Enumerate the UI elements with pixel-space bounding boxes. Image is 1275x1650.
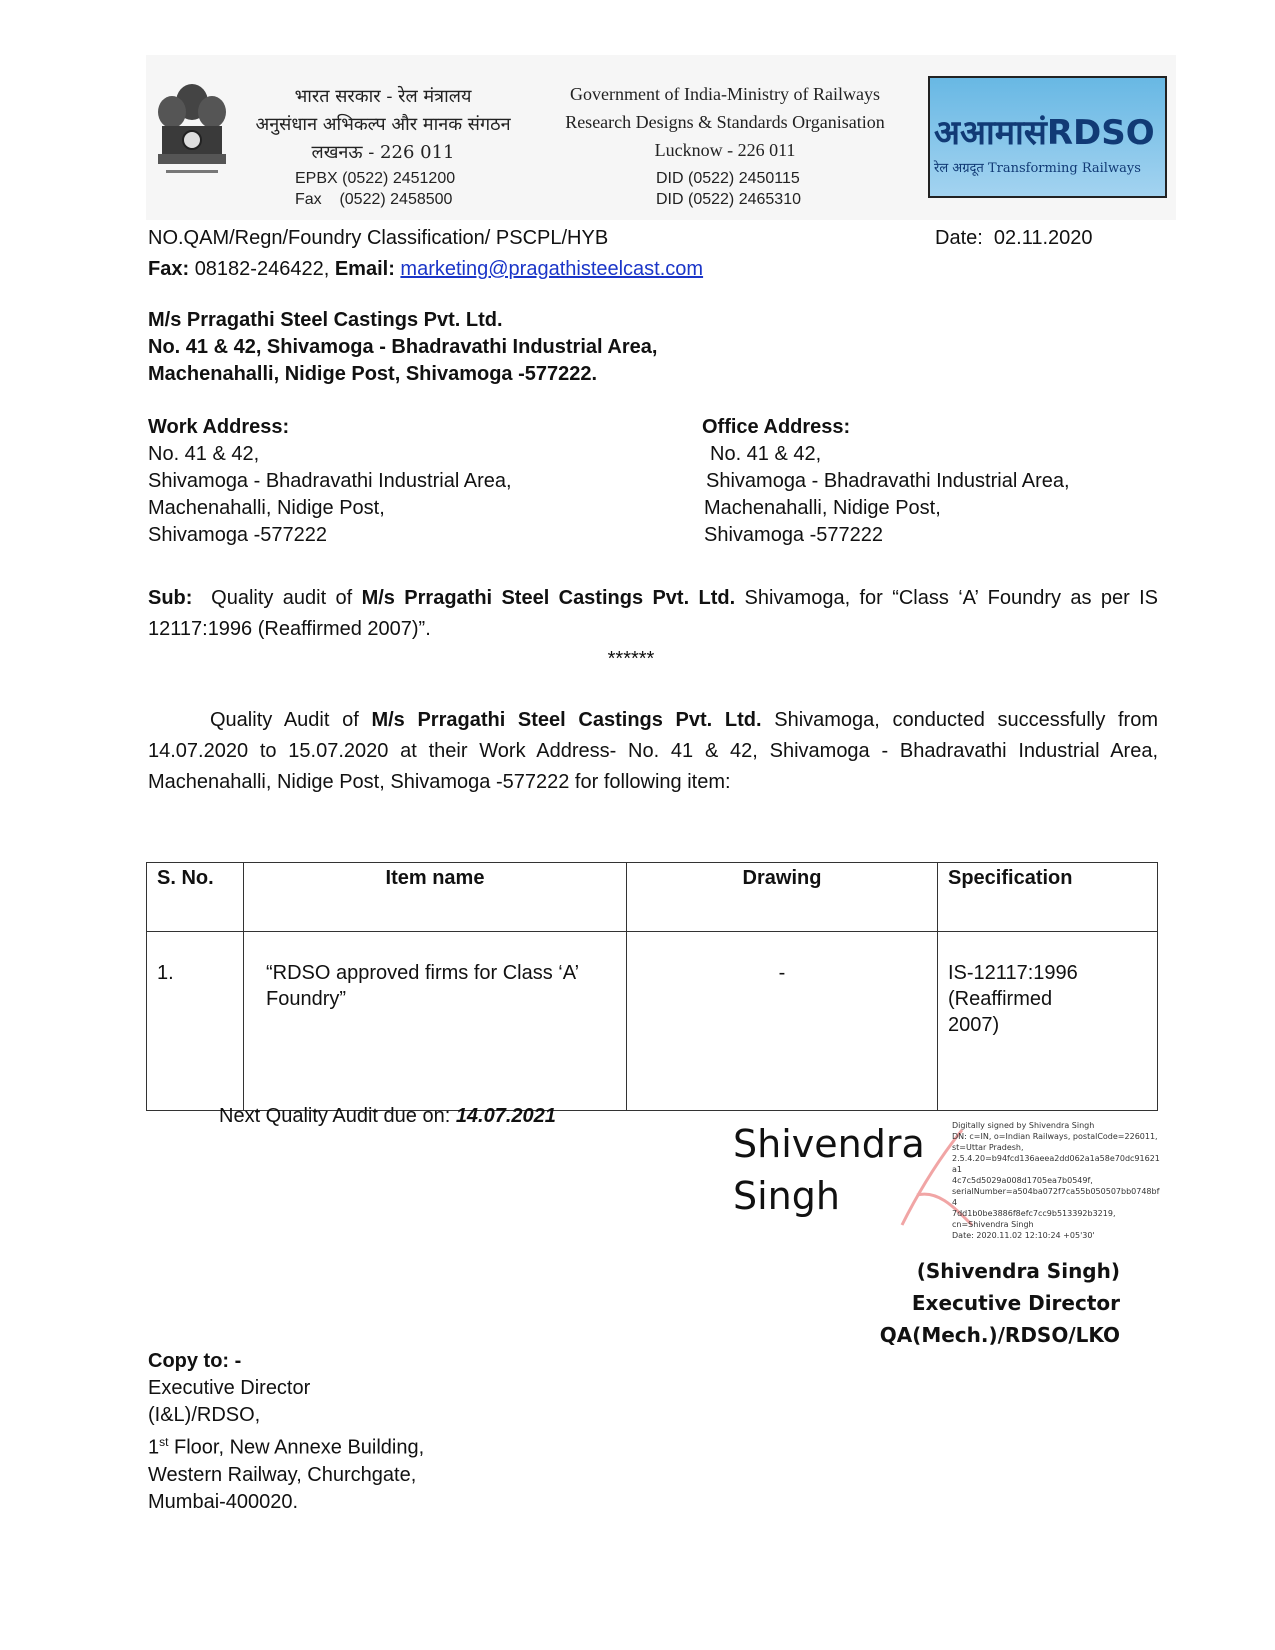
office-address — [702, 414, 1070, 549]
email-link[interactable]: marketing@pragathisteelcast.com — [400, 258, 704, 280]
addressee-line-2: No. 41 & 42, Shivamoga - Bhadravathi Industrial Area, — [148, 336, 658, 358]
sig-meta-line: serialNumber=a504ba072f7ca55b050507bb0748bf4 — [952, 1187, 1160, 1207]
copy-to-line: Mumbai-400020. — [148, 1490, 299, 1513]
header-specification: Specification — [938, 863, 1158, 932]
sig-meta-line: Date: 2020.11.02 12:10:24 +05'30' — [952, 1231, 1095, 1240]
floor-superscript: st — [159, 1435, 169, 1449]
separator-stars: ****** — [607, 648, 655, 670]
work-address-line: Machenahalli, Nidige Post, — [148, 497, 385, 519]
table-header-row — [147, 863, 1158, 932]
body-paragraph — [148, 705, 1158, 798]
english-heading — [560, 80, 890, 164]
copy-to-line: Executive Director — [148, 1377, 311, 1399]
subject-text-pre: Quality audit of — [211, 587, 362, 609]
sig-meta-line: 2.5.4.20=b94fcd136aeea2dd062a1a58e70dc91621a1 — [952, 1154, 1160, 1174]
subject-label: Sub: — [148, 587, 193, 609]
next-audit-date: 14.07.2021 — [455, 1105, 556, 1127]
rdso-logo — [928, 76, 1167, 198]
sig-meta-line: 4c7c5d5029a008d1705ea7b0549f, — [952, 1176, 1093, 1185]
fax-number: Fax (0522) 2458500 — [295, 191, 453, 208]
did-number-1: DID (0522) 2450115 — [656, 170, 800, 187]
header-sno: S. No. — [147, 863, 244, 932]
sig-meta-line: cn=Shivendra Singh — [952, 1220, 1034, 1229]
fax-value: 08182-246422, — [194, 258, 330, 280]
office-address-line: Machenahalli, Nidige Post, — [704, 497, 941, 519]
sig-meta-line: DN: c=IN, o=Indian Railways, postalCode=226011, — [952, 1132, 1158, 1141]
copy-to-line — [148, 1429, 424, 1462]
copy-to-heading: Copy to: - — [148, 1350, 242, 1372]
work-address-line: No. 41 & 42, — [148, 443, 260, 465]
subject-company: M/s Prragathi Steel Castings Pvt. Ltd. — [361, 587, 736, 609]
signature-name-line-2: Singh — [733, 1174, 840, 1218]
signatory-name: (Shivendra Singh) — [916, 1259, 1120, 1283]
contact-line — [148, 256, 703, 283]
header-item-name: Item name — [244, 863, 627, 932]
body-company: M/s Prragathi Steel Castings Pvt. Ltd. — [371, 709, 762, 731]
work-address-line: Shivamoga -577222 — [148, 524, 328, 546]
logo-text: अआमासंRDSO — [934, 113, 1155, 153]
did-block — [656, 168, 801, 210]
addressee-block — [148, 307, 657, 388]
sig-meta-line: st=Uttar Pradesh, — [952, 1143, 1024, 1152]
next-audit — [219, 1103, 556, 1130]
cell-specification: IS-12117:1996 (Reaffirmed 2007) — [938, 932, 1158, 1111]
hindi-line-1: भारत सरकार - रेल मंत्रालय — [294, 86, 472, 107]
header-drawing: Drawing — [627, 863, 938, 932]
floor-number: 1 — [148, 1436, 160, 1459]
signatory-title: Executive Director — [911, 1291, 1120, 1315]
cell-item-name: “RDSO approved firms for Class ‘A’ Foundry” — [244, 932, 627, 1111]
work-address-line: Shivamoga - Bhadravathi Industrial Area, — [148, 470, 512, 492]
subject-text-post: Shivamoga, for “Class ‘A’ Foundry as per IS 12117:1996 (Reaffirmed 2007)”. — [148, 587, 1159, 640]
table-row — [147, 932, 1158, 1111]
reference-number: NO.QAM/Regn/Foundry Classification/ PSCPL/HYB — [148, 227, 609, 249]
hindi-line-2: अनुसंधान अभिकल्प और मानक संगठन — [255, 114, 511, 135]
sig-meta-line: 7dd1b0be3886f8efc7cc9b513392b3219, — [952, 1209, 1116, 1218]
national-emblem-icon — [152, 78, 232, 208]
fax-label: Fax: — [148, 258, 190, 280]
signature-name-line-1: Shivendra — [733, 1122, 925, 1166]
addressee-line-3: Machenahalli, Nidige Post, Shivamoga -577222. — [148, 363, 598, 385]
subject-line — [148, 583, 1158, 645]
english-line-3: Lucknow - 226 011 — [654, 140, 796, 160]
office-address-heading: Office Address: — [702, 416, 851, 438]
phone-block — [295, 168, 455, 210]
office-address-line: Shivamoga -577222 — [704, 524, 884, 546]
signatory-designation — [780, 1255, 1120, 1351]
hindi-line-3: लखनऊ - 226 011 — [311, 142, 455, 163]
epbx-number: EPBX (0522) 2451200 — [295, 170, 456, 187]
items-table — [146, 862, 1158, 1111]
sig-meta-line: Digitally signed by Shivendra Singh — [952, 1121, 1095, 1130]
did-number-2: DID (0522) 2465310 — [656, 191, 801, 208]
english-line-2: Research Designs & Standards Organisation — [565, 112, 885, 132]
cell-drawing: - — [627, 932, 938, 1111]
office-address-line: Shivamoga - Bhadravathi Industrial Area, — [706, 470, 1070, 492]
letter-date: Date: 02.11.2020 — [935, 227, 1093, 249]
hindi-heading — [248, 83, 518, 167]
copy-to-line: Western Railway, Churchgate, — [148, 1463, 417, 1486]
office-address-line: No. 41 & 42, — [710, 443, 822, 465]
addressee-line-1: M/s Prragathi Steel Castings Pvt. Ltd. — [148, 309, 503, 331]
copy-to-block — [148, 1348, 424, 1516]
signatory-office: QA(Mech.)/RDSO/LKO — [879, 1323, 1120, 1347]
english-line-1: Government of India-Ministry of Railways — [570, 84, 880, 104]
logo-tagline: रेल अग्रदूत Transforming Railways — [934, 161, 1141, 176]
next-audit-label: Next Quality Audit due on: — [219, 1105, 451, 1127]
email-label: Email: — [334, 258, 395, 280]
work-address — [148, 414, 512, 549]
work-address-heading: Work Address: — [148, 416, 290, 438]
copy-to-line: (I&L)/RDSO, — [148, 1404, 261, 1426]
body-text-post: Shivamoga, conducted successfully from 14.07.2020 to 15.07.2020 at their Work Address- No. 41 & 42, Shivamoga - Bhadravathi Industrial Area, Machenahalli, Nidige Post, Shivamoga -577222 for following item: — [148, 709, 1158, 793]
cell-sno: 1. — [147, 932, 244, 1111]
floor-rest: Floor, New Annexe Building, — [168, 1436, 425, 1459]
digital-signature-details — [952, 1120, 1162, 1241]
body-text-pre: Quality Audit of — [210, 709, 372, 731]
